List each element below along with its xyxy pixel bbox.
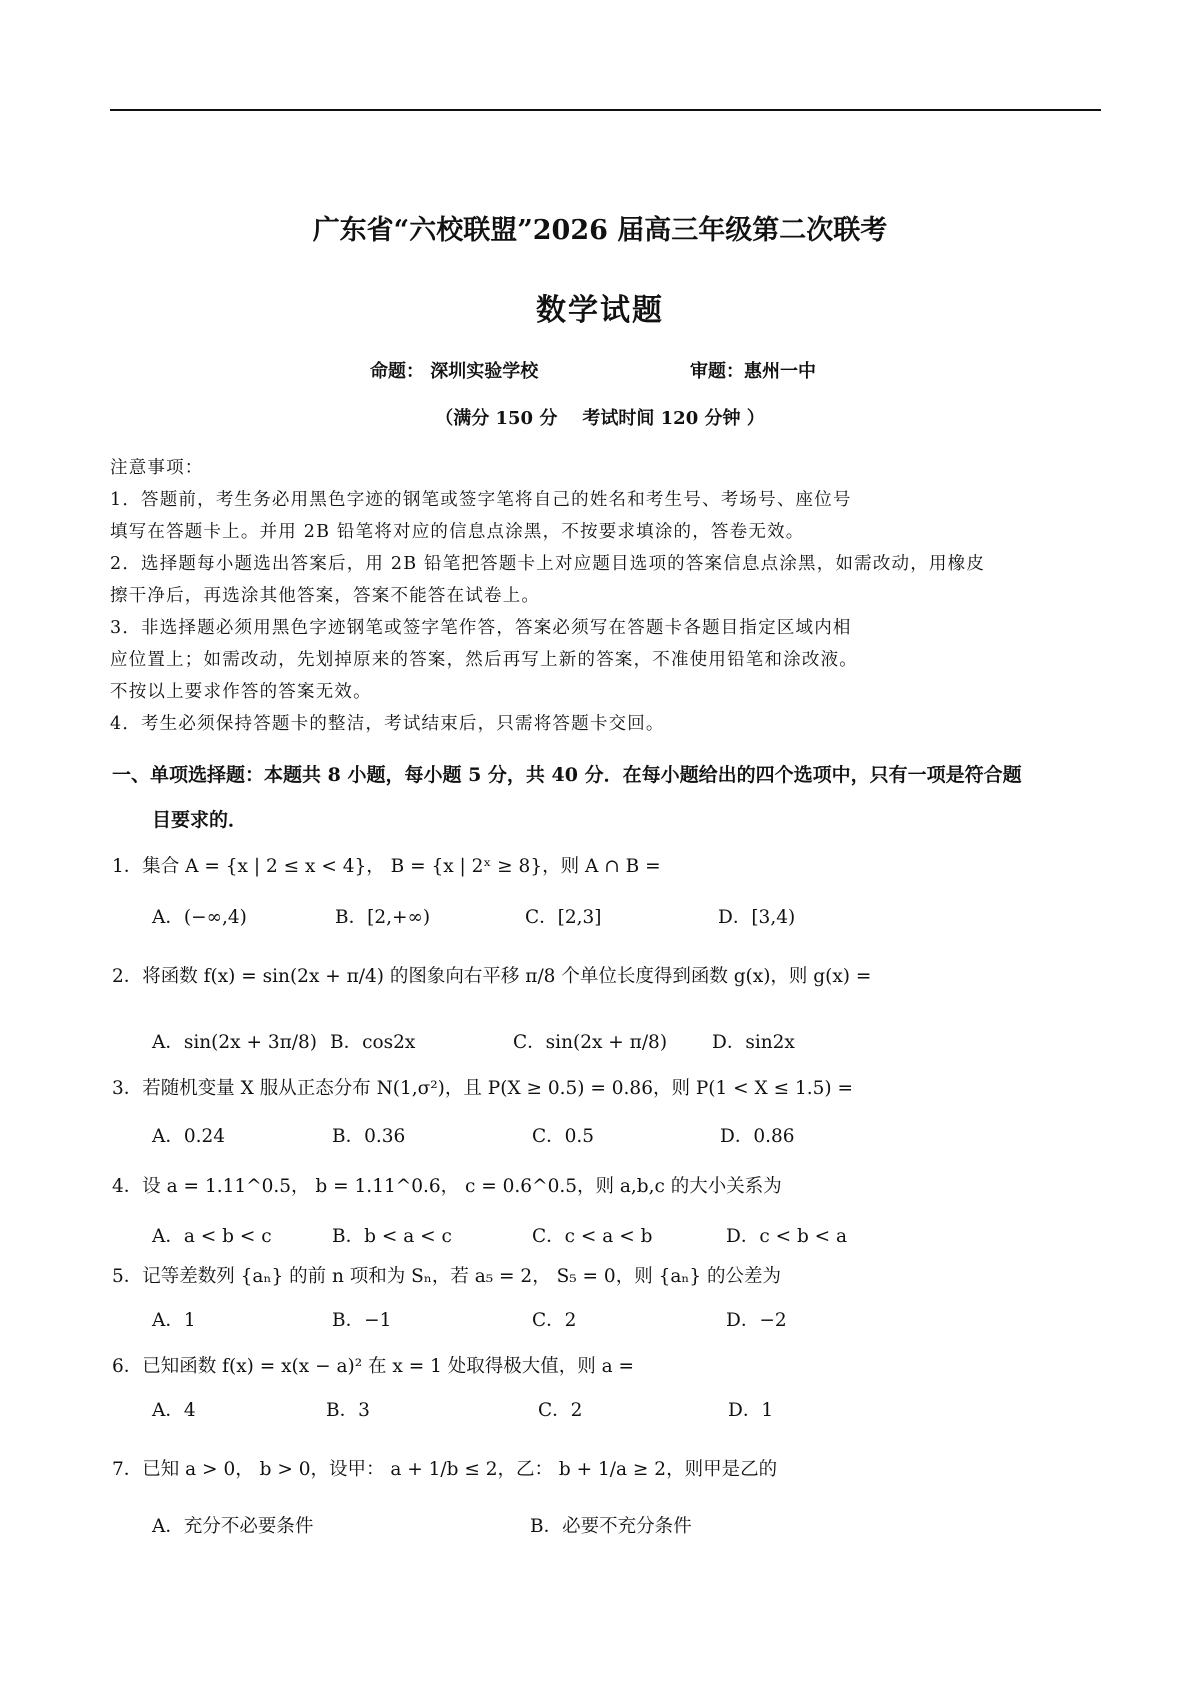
question-1-option-d: D．[3,4) <box>718 907 796 928</box>
question-3-option-b: B．0.36 <box>332 1126 406 1147</box>
question-4-option-d: D．c < b < a <box>726 1226 848 1247</box>
question-7-stem: 7．已知 a > 0， b > 0，设甲： a + 1/b ≤ 2，乙： b + 1/a ≥ 2，则甲是乙的 <box>112 1459 778 1480</box>
question-4-stem: 4．设 a = 1.11^0.5， b = 1.11^0.6， c = 0.6^0.5，则 a,b,c 的大小关系为 <box>112 1176 782 1197</box>
reviewer-label: 审题：惠州一中 <box>690 361 816 382</box>
question-2-option-a: A．sin(2x + 3π/8) <box>152 1032 318 1053</box>
notice-line: 2．选择题每小题选出答案后，用 2B 铅笔把答题卡上对应题目选项的答案信息点涂黑，如需改动，用橡皮 <box>110 554 986 574</box>
question-4-option-a: A．a < b < c <box>152 1226 272 1247</box>
notice-line: 擦干净后，再选涂其他答案，答案不能答在试卷上。 <box>110 586 541 606</box>
question-6-option-b: B．3 <box>326 1400 370 1421</box>
notice-line: 填写在答题卡上。并用 2B 铅笔将对应的信息点涂黑，不按要求填涂的，答卷无效。 <box>110 522 805 542</box>
exam-title: 广东省“六校联盟”2026 届高三年级第二次联考 <box>312 215 888 246</box>
question-3-stem: 3．若随机变量 X 服从正态分布 N(1,σ²)，且 P(X ≥ 0.5) = 0.86，则 P(1 < X ≤ 1.5) = <box>112 1078 854 1099</box>
question-6-option-d: D．1 <box>728 1400 774 1421</box>
score-info: （满分 150 分 考试时间 120 分钟 ） <box>435 408 765 429</box>
question-3-option-d: D．0.86 <box>720 1126 795 1147</box>
question-4-option-c: C．c < a < b <box>532 1226 653 1247</box>
question-5-option-c: C．2 <box>532 1310 577 1331</box>
notice-line: 3．非选择题必须用黑色字迹钢笔或签字笔作答，答案必须写在答题卡各题目指定区域内相 <box>110 618 852 638</box>
question-1-option-a: A．(−∞,4) <box>152 907 247 928</box>
notice-heading: 注意事项： <box>110 458 204 478</box>
question-5-option-a: A．1 <box>152 1310 196 1331</box>
notice-line: 应位置上；如需改动，先划掉原来的答案，然后再写上新的答案，不准使用铅笔和涂改液。 <box>110 650 858 670</box>
question-2-stem: 2．将函数 f(x) = sin(2x + π/4) 的图象向右平移 π/8 个单位长度得到函数 g(x)，则 g(x) = <box>112 966 872 987</box>
question-1-option-b: B．[2,+∞) <box>335 907 431 928</box>
question-4-option-b: B．b < a < c <box>332 1226 452 1247</box>
setter-label: 命题： 深圳实验学校 <box>370 361 539 382</box>
question-7-option-a: A．充分不必要条件 <box>152 1516 314 1537</box>
question-2-option-c: C．sin(2x + π/8) <box>513 1032 668 1053</box>
notice-line: 1．答题前，考生务必用黑色字迹的钢笔或签字笔将自己的姓名和考生号、考场号、座位号 <box>110 490 852 510</box>
question-3-option-c: C．0.5 <box>532 1126 595 1147</box>
question-2-option-d: D．sin2x <box>712 1032 795 1053</box>
section-heading: 一、单项选择题：本题共 8 小题，每小题 5 分，共 40 分．在每小题给出的四个选项中，只有一项是符合题 <box>112 764 1022 786</box>
question-2-option-b: B．cos2x <box>330 1032 416 1053</box>
question-5-option-b: B．−1 <box>332 1310 392 1331</box>
question-6-option-a: A．4 <box>152 1400 196 1421</box>
notice-line: 不按以上要求作答的答案无效。 <box>110 682 372 702</box>
question-5-stem: 5．记等差数列 {aₙ} 的前 n 项和为 Sₙ，若 a₅ = 2， S₅ = 0，则 {aₙ} 的公差为 <box>112 1266 782 1287</box>
question-6-option-c: C．2 <box>538 1400 583 1421</box>
exam-subtitle: 数学试题 <box>536 293 664 328</box>
question-1-option-c: C．[2,3] <box>525 907 602 928</box>
question-1-stem: 1．集合 A = {x | 2 ≤ x < 4}， B = {x | 2ˣ ≥ 8}，则 A ∩ B = <box>112 856 661 877</box>
notice-block <box>110 452 1110 740</box>
notice-line: 4．考生必须保持答题卡的整洁，考试结束后，只需将答题卡交回。 <box>110 714 665 734</box>
question-7-option-b: B．必要不充分条件 <box>530 1516 692 1537</box>
question-6-stem: 6．已知函数 f(x) = x(x − a)² 在 x = 1 处取得极大值，则 a = <box>112 1356 635 1377</box>
question-3-option-a: A．0.24 <box>152 1126 226 1147</box>
top-rule <box>110 109 1101 111</box>
question-5-option-d: D．−2 <box>726 1310 787 1331</box>
section-heading-cont: 目要求的． <box>152 809 248 831</box>
